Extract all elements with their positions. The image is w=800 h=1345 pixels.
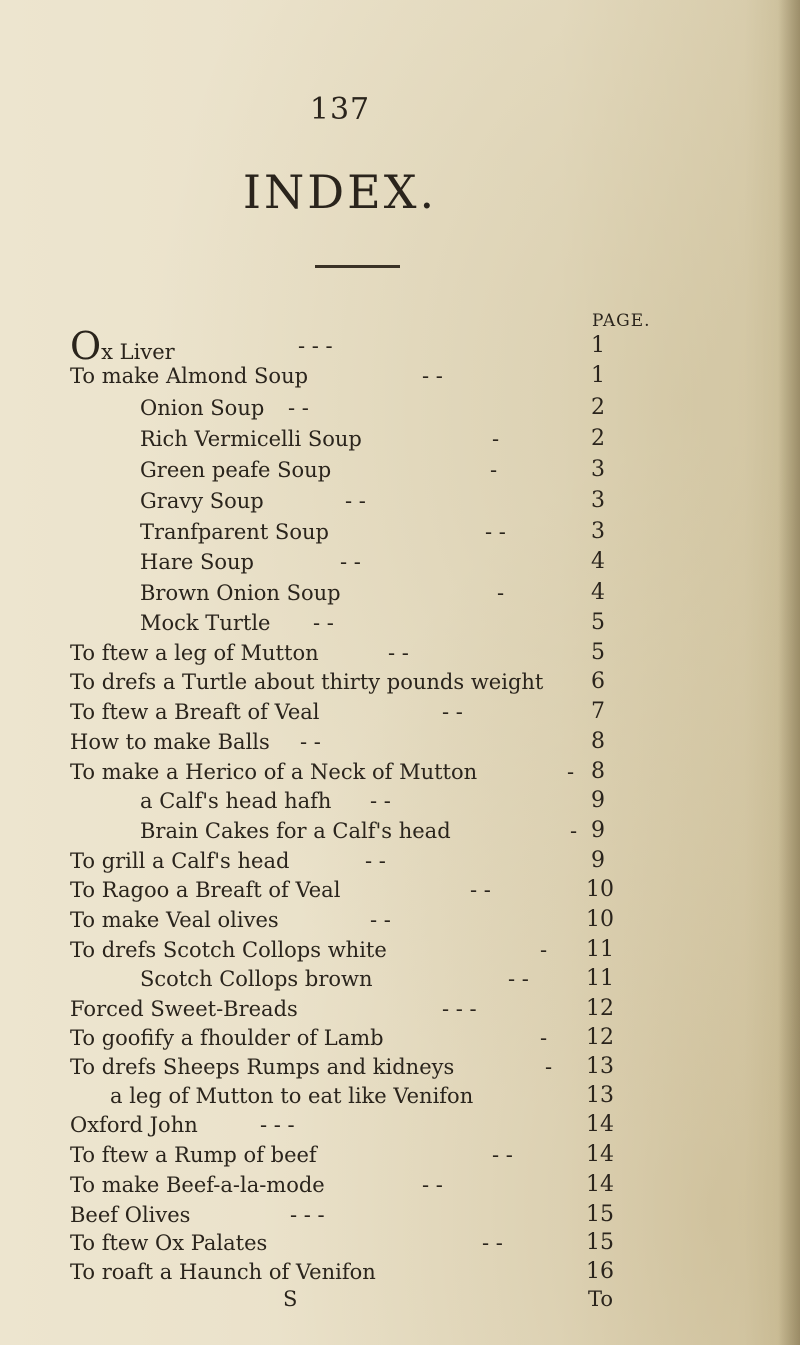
catchword: To: [588, 1287, 614, 1311]
entry-dashes: - -: [482, 1231, 503, 1255]
entry-page: 16: [586, 1259, 614, 1284]
entry-page: 14: [586, 1172, 614, 1197]
entry-text: To make Veal olives: [70, 908, 279, 932]
entry-dashes: - -: [370, 908, 391, 932]
entry-text: Gravy Soup: [140, 489, 264, 513]
entry-page: 13: [586, 1083, 614, 1108]
entry-dashes: -: [567, 760, 575, 784]
entry-text: Green peafe Soup: [140, 458, 332, 482]
entry-dashes: -: [570, 819, 578, 843]
entry-dashes: - -: [422, 364, 443, 388]
entry-page: 14: [586, 1112, 614, 1137]
entry-page: 9: [591, 818, 605, 843]
entry-dashes: - -: [470, 878, 491, 902]
entry-page: 4: [591, 549, 605, 574]
entry-dashes: - -: [388, 641, 409, 665]
entry-text: To roaft a Haunch of Venifon: [70, 1260, 376, 1284]
entry-page: 3: [591, 457, 605, 482]
entry-page: 2: [591, 426, 605, 451]
index-entry: [70, 324, 590, 368]
page-title: INDEX.: [242, 165, 438, 219]
entry-text: Brown Onion Soup: [140, 581, 341, 605]
entry-page: 5: [591, 640, 605, 665]
entry-dashes: - -: [492, 1143, 513, 1167]
signature-mark: S: [283, 1287, 298, 1311]
entry-text: x Liver: [101, 340, 175, 364]
entry-text: Hare Soup: [140, 550, 254, 574]
entry-text: To ftew a Breaft of Veal: [70, 700, 320, 724]
entry-page: 15: [586, 1202, 614, 1227]
page-edge-shadow: [778, 0, 800, 1345]
page-number: 137: [309, 92, 371, 127]
entry-dashes: -: [497, 581, 505, 605]
entry-text: To make Almond Soup: [70, 364, 309, 388]
entry-text: a leg of Mutton to eat like Venifon: [110, 1084, 474, 1108]
entry-text: Brain Cakes for a Calf's head: [140, 819, 451, 843]
entry-text: Oxford John: [70, 1113, 198, 1137]
entry-dashes: - -: [340, 550, 361, 574]
entry-dashes: - -: [508, 967, 529, 991]
entry-dashes: - -: [442, 700, 463, 724]
entry-page: 3: [591, 519, 605, 544]
entry-page: 6: [591, 669, 605, 694]
entry-page: 11: [586, 966, 614, 991]
entry-page: 10: [586, 907, 614, 932]
entry-page: 9: [591, 848, 605, 873]
entry-dashes: - - -: [298, 334, 333, 358]
page-column-header: PAGE.: [592, 311, 651, 331]
entry-page: 5: [591, 610, 605, 635]
entry-dashes: -: [545, 1055, 553, 1079]
entry-text: To grill a Calf's head: [70, 849, 290, 873]
entry-text: To ftew a leg of Mutton: [70, 641, 319, 665]
entry-text: How to make Balls: [70, 730, 270, 754]
entry-dashes: - -: [365, 849, 386, 873]
entry-dashes: -: [540, 938, 548, 962]
entry-page: 11: [586, 937, 614, 962]
entry-dashes: - - -: [260, 1113, 295, 1137]
entry-dashes: - -: [370, 789, 391, 813]
entry-text: Beef Olives: [70, 1203, 191, 1227]
entry-page: 14: [586, 1142, 614, 1167]
entry-text: To goofify a fhoulder of Lamb: [70, 1026, 384, 1050]
entry-dashes: - - -: [442, 997, 477, 1021]
entry-dashes: - -: [345, 489, 366, 513]
entry-text: To make Beef-a-la-mode: [70, 1173, 325, 1197]
entry-dashes: - -: [313, 611, 334, 635]
entry-text: To ftew Ox Palates: [70, 1231, 268, 1255]
entry-page: 9: [591, 788, 605, 813]
entry-page: 8: [591, 729, 605, 754]
entry-dashes: - -: [422, 1173, 443, 1197]
entry-dashes: - -: [288, 396, 309, 420]
entry-text: Scotch Collops brown: [140, 967, 373, 991]
entry-page: 13: [586, 1054, 614, 1079]
entry-page: 7: [591, 699, 605, 724]
entry-text: Rich Vermicelli Soup: [140, 427, 362, 451]
entry-text: Onion Soup: [140, 396, 265, 420]
entry-text: To drefs Scotch Collops white: [70, 938, 387, 962]
entry-page: 12: [586, 996, 614, 1021]
entry-page: 1: [591, 363, 605, 388]
entry-text: Forced Sweet-Breads: [70, 997, 298, 1021]
title-rule: [315, 265, 400, 268]
entry-text: Mock Turtle: [140, 611, 271, 635]
entry-text: To make a Herico of a Neck of Mutton: [70, 760, 478, 784]
entry-text: To drefs Sheeps Rumps and kidneys: [70, 1055, 455, 1079]
entry-page: 4: [591, 580, 605, 605]
entry-page: 1: [591, 333, 605, 358]
entry-dashes: -: [492, 427, 500, 451]
entry-text: To ftew a Rump of beef: [70, 1143, 317, 1167]
entry-text: To drefs a Turtle about thirty pounds weight: [70, 670, 544, 694]
entry-page: 15: [586, 1230, 614, 1255]
initial-letter: O: [70, 324, 102, 368]
entry-page: 8: [591, 759, 605, 784]
entry-text: Tranfparent Soup: [140, 520, 329, 544]
entry-dashes: -: [540, 1026, 548, 1050]
entry-page: 3: [591, 488, 605, 513]
entry-dashes: - -: [485, 520, 506, 544]
entry-dashes: -: [490, 458, 498, 482]
entry-page: 10: [586, 877, 614, 902]
entry-text: To Ragoo a Breaft of Veal: [70, 878, 341, 902]
entry-dashes: - -: [300, 730, 321, 754]
entry-page: 2: [591, 395, 605, 420]
entry-text: a Calf's head hafh: [140, 789, 332, 813]
entry-page: 12: [586, 1025, 614, 1050]
entry-dashes: - - -: [290, 1203, 325, 1227]
